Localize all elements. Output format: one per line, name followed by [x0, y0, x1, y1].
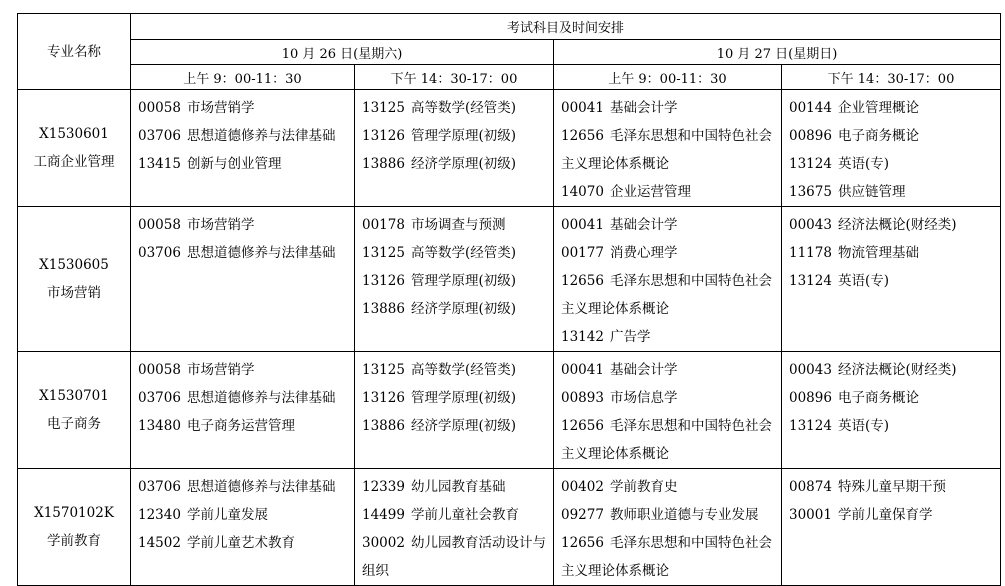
course-item: [789, 267, 1000, 295]
course-code: 13126: [362, 273, 405, 289]
course-code: 13415: [138, 156, 181, 172]
session-cell: [554, 207, 782, 352]
schedule-body: [18, 90, 1001, 586]
table-row: [18, 352, 1001, 469]
course-code: 13142: [561, 329, 604, 345]
course-name: 毛泽东思想和中国特色社会主义理论体系概论: [561, 273, 772, 317]
session-cell: [554, 352, 782, 469]
course-code: 00043: [789, 362, 832, 378]
course-item: [789, 412, 1000, 440]
course-name: 高等数学(经管类): [410, 362, 516, 378]
major-cell: [18, 469, 131, 586]
course-code: 09277: [561, 507, 604, 523]
course-item: [362, 356, 553, 384]
course-item: [362, 529, 553, 585]
major-name: 电子商务: [47, 416, 101, 432]
course-name: 市场营销学: [186, 362, 255, 378]
course-code: 12339: [362, 479, 405, 495]
course-code: 00402: [561, 479, 604, 495]
course-item: [138, 122, 354, 150]
table-row: [18, 207, 1001, 352]
course-item: [138, 473, 354, 501]
session-cell: [355, 469, 554, 586]
course-name: 管理学原理(初级): [410, 273, 516, 289]
course-code: 12340: [138, 507, 181, 523]
course-item: [789, 239, 1000, 267]
session-cell: [782, 90, 1001, 207]
course-code: 00058: [138, 100, 181, 116]
day-header: 10 月 26 日(星期六): [131, 40, 554, 65]
course-name: 经济学原理(初级): [410, 418, 516, 434]
course-code: 03706: [138, 245, 181, 261]
course-item: [138, 529, 354, 557]
session-cell: [131, 90, 355, 207]
session-cell: [355, 207, 554, 352]
course-item: [138, 94, 354, 122]
session-cell: [554, 90, 782, 207]
course-item: [561, 473, 781, 501]
course-code: 30002: [362, 535, 405, 551]
course-name: 经济学原理(初级): [410, 301, 516, 317]
course-name: 思想道德修养与法律基础: [186, 390, 336, 406]
course-item: [362, 150, 553, 178]
course-name: 特殊儿童早期干预: [837, 479, 946, 495]
course-item: [561, 323, 781, 351]
course-name: 经济学原理(初级): [410, 156, 516, 172]
course-code: 00058: [138, 217, 181, 233]
session-header: 上午 9：00-11：30: [554, 65, 782, 90]
session-header: 上午 9：00-11：30: [131, 65, 355, 90]
course-name: 幼儿园教育活动设计与组织: [362, 535, 546, 579]
course-name: 思想道德修养与法律基础: [186, 128, 336, 144]
session-cell: [131, 352, 355, 469]
course-name: 物流管理基础: [837, 245, 919, 261]
session-header: 下午 14：30-17：00: [355, 65, 554, 90]
course-name: 思想道德修养与法律基础: [186, 479, 336, 495]
course-code: 00058: [138, 362, 181, 378]
course-code: 03706: [138, 479, 181, 495]
major-code: X1570102K: [34, 505, 114, 521]
course-code: 13124: [789, 156, 832, 172]
session-cell: [131, 207, 355, 352]
course-item: [362, 412, 553, 440]
course-code: 00041: [561, 100, 604, 116]
course-item: [789, 356, 1000, 384]
course-item: [789, 150, 1000, 178]
course-code: 13125: [362, 245, 405, 261]
session-cell: [782, 352, 1001, 469]
course-name: 电子商务运营管理: [186, 418, 295, 434]
schedule-header: 考试科目及时间安排: [131, 14, 1001, 40]
course-item: [362, 94, 553, 122]
course-name: 电子商务概论: [837, 390, 919, 406]
major-code: X1530701: [39, 388, 109, 404]
course-code: 03706: [138, 390, 181, 406]
course-item: [362, 211, 553, 239]
course-code: 00144: [789, 100, 832, 116]
course-code: 14502: [138, 535, 181, 551]
course-item: [561, 412, 781, 468]
course-name: 毛泽东思想和中国特色社会主义理论体系概论: [561, 128, 772, 172]
course-item: [362, 501, 553, 529]
course-code: 14499: [362, 507, 405, 523]
course-code: 12656: [561, 128, 604, 144]
course-item: [138, 356, 354, 384]
header-row-1: [18, 14, 1001, 40]
course-item: [561, 122, 781, 178]
course-name: 毛泽东思想和中国特色社会主义理论体系概论: [561, 418, 772, 462]
course-name: 经济法概论(财经类): [837, 217, 957, 233]
course-code: 13480: [138, 418, 181, 434]
course-name: 广告学: [609, 329, 651, 345]
course-item: [138, 239, 354, 267]
course-item: [138, 384, 354, 412]
session-header: 下午 14：30-17：00: [782, 65, 1001, 90]
major-name: 学前教育: [47, 533, 101, 549]
course-name: 英语(专): [837, 273, 889, 289]
course-name: 学前儿童社会教育: [410, 507, 519, 523]
course-code: 00893: [561, 390, 604, 406]
course-code: 13124: [789, 273, 832, 289]
table-row: [18, 90, 1001, 207]
course-name: 电子商务概论: [837, 128, 919, 144]
course-name: 市场营销学: [186, 217, 255, 233]
course-code: 00043: [789, 217, 832, 233]
course-item: [362, 295, 553, 323]
course-code: 00177: [561, 245, 604, 261]
course-code: 30001: [789, 507, 832, 523]
course-item: [561, 239, 781, 267]
course-code: 13126: [362, 128, 405, 144]
major-code: X1530601: [39, 126, 109, 142]
course-item: [789, 211, 1000, 239]
major-code: X1530605: [39, 257, 109, 273]
course-item: [561, 384, 781, 412]
course-item: [138, 501, 354, 529]
course-item: [789, 473, 1000, 501]
course-name: 毛泽东思想和中国特色社会主义理论体系概论: [561, 535, 772, 579]
course-code: 13125: [362, 362, 405, 378]
session-cell: [554, 469, 782, 586]
exam-schedule-table: [17, 13, 1001, 586]
table-row: [18, 469, 1001, 586]
course-name: 英语(专): [837, 418, 889, 434]
major-cell: [18, 352, 131, 469]
course-name: 思想道德修养与法律基础: [186, 245, 336, 261]
course-name: 市场调查与预测: [410, 217, 506, 233]
course-item: [561, 501, 781, 529]
major-name: 市场营销: [47, 285, 101, 301]
course-item: [362, 473, 553, 501]
course-name: 学前教育史: [609, 479, 678, 495]
course-item: [789, 94, 1000, 122]
course-code: 00874: [789, 479, 832, 495]
course-name: 企业管理概论: [837, 100, 919, 116]
course-name: 管理学原理(初级): [410, 128, 516, 144]
course-item: [362, 384, 553, 412]
course-code: 13126: [362, 390, 405, 406]
major-cell: [18, 207, 131, 352]
course-code: 13124: [789, 418, 832, 434]
major-name: 工商企业管理: [33, 154, 115, 170]
course-code: 13125: [362, 100, 405, 116]
major-cell: [18, 90, 131, 207]
session-cell: [782, 469, 1001, 586]
course-name: 消费心理学: [609, 245, 678, 261]
course-name: 创新与创业管理: [186, 156, 282, 172]
course-code: 14070: [561, 184, 604, 200]
course-item: [561, 267, 781, 323]
session-cell: [131, 469, 355, 586]
course-code: 12656: [561, 273, 604, 289]
course-name: 幼儿园教育基础: [410, 479, 506, 495]
course-item: [362, 122, 553, 150]
course-item: [138, 412, 354, 440]
course-code: 13886: [362, 418, 405, 434]
course-name: 管理学原理(初级): [410, 390, 516, 406]
course-name: 高等数学(经管类): [410, 100, 516, 116]
course-name: 学前儿童艺术教育: [186, 535, 295, 551]
course-item: [789, 178, 1000, 206]
header-row-3: [18, 65, 1001, 90]
course-code: 00041: [561, 217, 604, 233]
course-name: 市场营销学: [186, 100, 255, 116]
day-header: 10 月 27 日(星期日): [554, 40, 1001, 65]
course-item: [789, 384, 1000, 412]
course-item: [138, 211, 354, 239]
course-item: [561, 178, 781, 206]
course-code: 00178: [362, 217, 405, 233]
course-item: [789, 122, 1000, 150]
course-code: 13886: [362, 156, 405, 172]
course-name: 供应链管理: [837, 184, 906, 200]
course-item: [362, 267, 553, 295]
course-name: 学前儿童保育学: [837, 507, 933, 523]
course-code: 12656: [561, 535, 604, 551]
course-name: 基础会计学: [609, 100, 678, 116]
session-cell: [355, 352, 554, 469]
course-name: 企业运营管理: [609, 184, 691, 200]
course-name: 基础会计学: [609, 217, 678, 233]
course-code: 13886: [362, 301, 405, 317]
course-code: 03706: [138, 128, 181, 144]
course-name: 市场信息学: [609, 390, 678, 406]
course-item: [789, 501, 1000, 529]
course-item: [561, 211, 781, 239]
course-name: 高等数学(经管类): [410, 245, 516, 261]
course-name: 英语(专): [837, 156, 889, 172]
course-code: 13675: [789, 184, 832, 200]
course-code: 12656: [561, 418, 604, 434]
course-item: [138, 150, 354, 178]
course-name: 经济法概论(财经类): [837, 362, 957, 378]
session-cell: [782, 207, 1001, 352]
course-name: 教师职业道德与专业发展: [609, 507, 759, 523]
course-item: [561, 94, 781, 122]
course-item: [362, 239, 553, 267]
course-code: 00896: [789, 390, 832, 406]
course-code: 00896: [789, 128, 832, 144]
header-row-2: [18, 40, 1001, 65]
course-item: [561, 529, 781, 585]
course-name: 基础会计学: [609, 362, 678, 378]
course-item: [561, 356, 781, 384]
course-name: 学前儿童发展: [186, 507, 268, 523]
major-name-header: 专业名称: [18, 14, 131, 90]
session-cell: [355, 90, 554, 207]
course-code: 00041: [561, 362, 604, 378]
course-code: 11178: [789, 245, 832, 261]
